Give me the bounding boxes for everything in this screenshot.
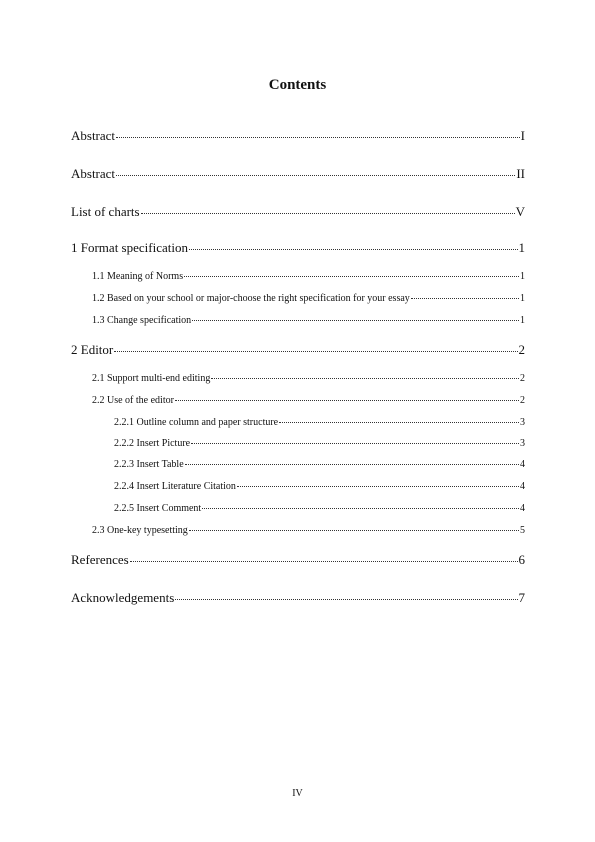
toc-entry-label: 2 Editor bbox=[71, 342, 114, 357]
toc-entry-page: 1 bbox=[518, 240, 525, 255]
toc-entry-list-of-charts[interactable] bbox=[71, 204, 525, 220]
dot-leader bbox=[411, 297, 519, 299]
toc-entry-label: 2.3 One-key typesetting bbox=[92, 525, 188, 536]
toc-entry-page: 3 bbox=[520, 438, 525, 449]
toc-entry-page: 4 bbox=[520, 503, 525, 514]
toc-entry-label: List of charts bbox=[71, 204, 140, 219]
toc-entry-2-2-1[interactable] bbox=[114, 417, 525, 428]
dot-leader bbox=[114, 350, 517, 352]
toc-entry-page: 5 bbox=[520, 525, 525, 536]
dot-leader bbox=[191, 442, 519, 444]
dot-leader bbox=[175, 399, 519, 401]
dot-leader bbox=[237, 485, 519, 487]
toc-entry-label: 2.1 Support multi-end editing bbox=[92, 373, 211, 384]
toc-entry-page: 4 bbox=[520, 481, 525, 492]
toc-entry-2-2-2[interactable] bbox=[114, 438, 525, 449]
dot-leader bbox=[175, 598, 517, 600]
dot-leader bbox=[141, 212, 515, 214]
toc-entry-label: 1 Format specification bbox=[71, 240, 188, 255]
dot-leader bbox=[189, 248, 518, 250]
toc-entry-1-1[interactable] bbox=[92, 271, 525, 282]
toc-entry-page: 2 bbox=[520, 395, 525, 406]
toc-entry-1-3[interactable] bbox=[92, 315, 525, 326]
toc-entry-page: 2 bbox=[520, 373, 525, 384]
toc-entry-chapter-2[interactable] bbox=[71, 342, 525, 358]
dot-leader bbox=[211, 377, 519, 379]
toc-entry-abstract[interactable] bbox=[71, 128, 525, 144]
dot-leader bbox=[279, 421, 519, 423]
page-number: IV bbox=[292, 788, 303, 799]
toc-entry-page: 7 bbox=[518, 590, 525, 605]
toc-entry-chapter-1[interactable] bbox=[71, 240, 525, 256]
toc-entry-2-2-3[interactable] bbox=[114, 459, 525, 470]
toc-entry-label: 1.3 Change specification bbox=[92, 315, 192, 326]
dot-leader bbox=[185, 463, 519, 465]
toc-entry-label: Abstract bbox=[71, 166, 116, 181]
toc-entry-label: 2.2.3 Insert Table bbox=[114, 459, 184, 470]
toc-entry-label: 2.2.1 Outline column and paper structure bbox=[114, 417, 279, 428]
toc-entry-page: 4 bbox=[520, 459, 525, 470]
toc-entry-acknowledgements[interactable] bbox=[71, 590, 525, 606]
toc-entry-2-1[interactable] bbox=[92, 373, 525, 384]
toc-entry-page: V bbox=[515, 204, 525, 219]
toc-entry-2-3[interactable] bbox=[92, 525, 525, 536]
dot-leader bbox=[184, 275, 519, 277]
toc-entry-label: 2.2.4 Insert Literature Citation bbox=[114, 481, 236, 492]
toc-entry-page: 1 bbox=[520, 293, 525, 304]
toc-entry-label: 1.2 Based on your school or major-choose the right specification for your essay bbox=[92, 293, 410, 304]
toc-entry-1-2[interactable] bbox=[92, 293, 525, 304]
toc-entry-page: 6 bbox=[518, 552, 525, 567]
dot-leader bbox=[116, 174, 515, 176]
toc-entry-page: I bbox=[520, 128, 525, 143]
toc-entry-2-2[interactable] bbox=[92, 395, 525, 406]
dot-leader bbox=[189, 529, 519, 531]
toc-entry-2-2-5[interactable] bbox=[114, 503, 525, 514]
dot-leader bbox=[130, 560, 518, 562]
toc-entry-page: 1 bbox=[520, 315, 525, 326]
toc-entry-references[interactable] bbox=[71, 552, 525, 568]
dot-leader bbox=[116, 136, 520, 138]
dot-leader bbox=[202, 507, 519, 509]
toc-entry-label: 2.2.5 Insert Comment bbox=[114, 503, 202, 514]
toc-entry-label: 2.2 Use of the editor bbox=[92, 395, 174, 406]
toc-entry-2-2-4[interactable] bbox=[114, 481, 525, 492]
toc-entry-label: Acknowledgements bbox=[71, 590, 175, 605]
dot-leader bbox=[192, 319, 519, 321]
toc-entry-label: 1.1 Meaning of Norms bbox=[92, 271, 184, 282]
toc-entry-label: Abstract bbox=[71, 128, 116, 143]
toc-entry-page: II bbox=[516, 166, 525, 181]
toc-entry-page: 1 bbox=[520, 271, 525, 282]
toc-entry-label: 2.2.2 Insert Picture bbox=[114, 438, 191, 449]
toc-entry-abstract-en[interactable] bbox=[71, 166, 525, 182]
page-title: Contents bbox=[268, 77, 327, 93]
toc-entry-label: References bbox=[71, 552, 129, 567]
toc-entry-page: 3 bbox=[520, 417, 525, 428]
toc-entry-page: 2 bbox=[518, 342, 525, 357]
